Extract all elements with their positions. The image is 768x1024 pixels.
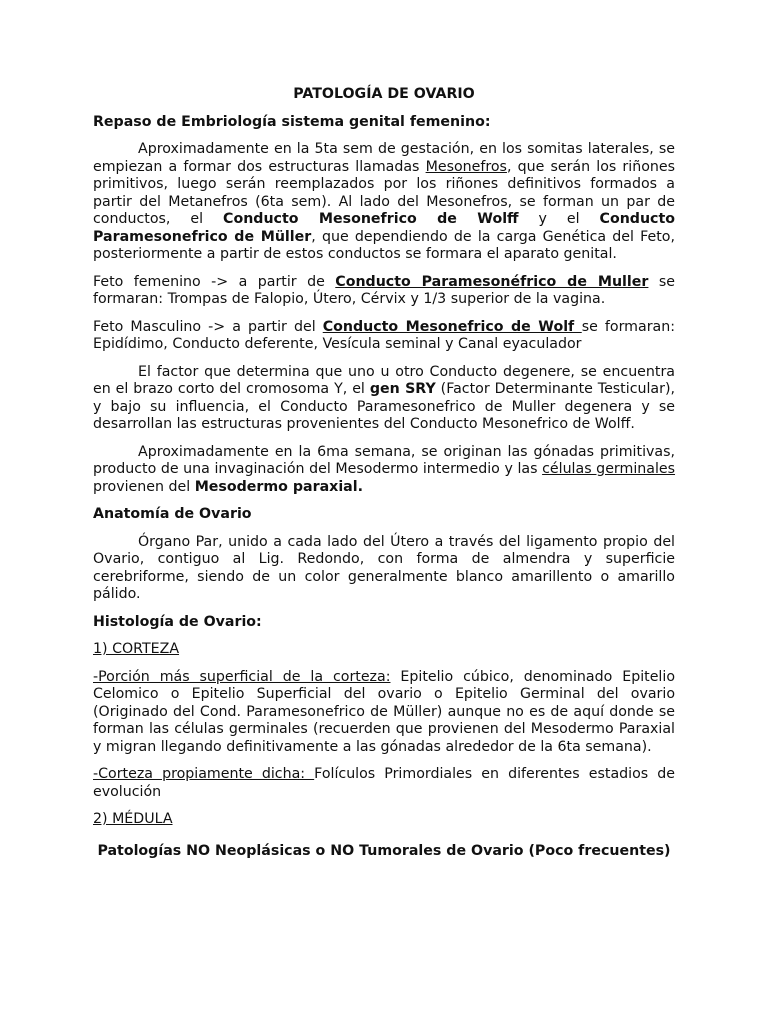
bold-term-gen-sry: gen SRY — [369, 381, 436, 397]
document-body — [93, 86, 675, 860]
underlined-term-celulas-germinales: células germinales — [542, 461, 676, 477]
text-run: Aproximadamente en la 6ma semana, se originan las gónadas primitivas, producto de una invaginación del Mesodermo intermedio y las — [93, 443, 675, 477]
text-run: Feto Masculino -> a partir del — [93, 318, 323, 335]
bold-term-muller: Conducto Paramesonefrico de Müller — [93, 211, 676, 245]
paragraph-feto-masculino — [93, 319, 675, 354]
underlined-label-corteza-propiamente: -Corteza propiamente dicha: — [93, 766, 315, 782]
text-run: Folículos Primordiales en diferentes estadios de evolución — [93, 766, 675, 800]
text-run: se formaran: Trompas de Falopio, Útero, Cérvix y 1/3 superior de la vagina. — [93, 273, 675, 307]
paragraph-porcion-superficial — [93, 669, 675, 757]
section-heading-embriologia: Repaso de Embriología sistema genital femenino: — [93, 113, 491, 130]
bold-term-wolff: Conducto Mesonefrico de Wolff — [223, 211, 519, 227]
text-run: (Factor Determinante Testicular), y bajo su influencia, el Conducto Paramesonefrico de Muller degenera y se desarrollan las estructuras provenientes del Conducto Mesonefrico de Wolff. — [93, 381, 675, 432]
text-run: El factor que determina que uno u otro Conducto degenere, se encuentra en el brazo corto del cromosoma Y, el — [93, 363, 675, 397]
bold-underlined-term-muller: Conducto Paramesonéfrico de Muller — [335, 273, 649, 290]
section-heading-anatomia: Anatomía de Ovario — [93, 506, 252, 522]
section-heading-histologia: Histología de Ovario: — [93, 613, 262, 630]
subheading-medula: 2) MÉDULA — [93, 811, 173, 827]
bold-underlined-term-wolf: Conducto Mesonefrico de Wolf — [322, 318, 582, 335]
text-run: provienen del — [93, 478, 195, 495]
paragraph-gonadas — [93, 444, 675, 497]
text-run: Aproximadamente en la 5ta sem de gestación, en los somitas laterales, se empiezan a formar dos estructuras llamadas — [93, 141, 675, 175]
subheading-corteza: 1) CORTEZA — [93, 641, 180, 657]
paragraph-mesonefros — [93, 141, 675, 264]
document-title: PATOLOGÍA DE OVARIO — [293, 86, 475, 102]
text-run: , que dependiendo de la carga Genética del Feto, posteriormente a partir de estos conductos se formara el aparato genital. — [93, 228, 676, 262]
text-run: se formaran: Epidídimo, Conducto deferente, Vesícula seminal y Canal eyaculador — [93, 318, 675, 352]
paragraph-corteza-propiamente — [93, 766, 675, 801]
underlined-label-porcion-superficial: -Porción más superficial de la corteza: — [93, 668, 391, 685]
paragraph-feto-femenino — [93, 274, 675, 309]
text-run: Epitelio cúbico, denominado Epitelio Celomico o Epitelio Superficial del ovario o Epitelio Germinal del ovario (Originado del Cond. Paramesonefrico de Müller) aunque no es de aquí donde se forman las células germinales (recuerden que provienen del Mesodermo Paraxial y migran llegando definitivamente a las gónadas alrededor de la 6ta semana). — [93, 668, 675, 755]
text-run: y el — [518, 211, 600, 227]
underlined-term-mesonefros: Mesonefros — [425, 158, 507, 175]
paragraph-gen-sry — [93, 364, 675, 434]
bold-term-mesodermo-paraxial: Mesodermo paraxial. — [194, 478, 364, 495]
paragraph-anatomia: Órgano Par, unido a cada lado del Útero a través del ligamento propio del Ovario, contiguo al Lig. Redondo, con forma de almendra y superficie cerebriforme, siendo de un color generalmente blanco amarillento o amarillo pálido. — [93, 533, 675, 602]
text-run: Feto femenino -> a partir de — [93, 273, 336, 290]
section-heading-patologias: Patologías NO Neoplásicas o NO Tumorales de Ovario (Poco frecuentes) — [97, 842, 671, 859]
text-run: , que serán los riñones primitivos, luego serán reemplazados por los riñones definitivos formados a partir del Metanefros (6ta sem). Al lado del Mesonefros, se forman un par de conductos, el — [93, 158, 675, 227]
